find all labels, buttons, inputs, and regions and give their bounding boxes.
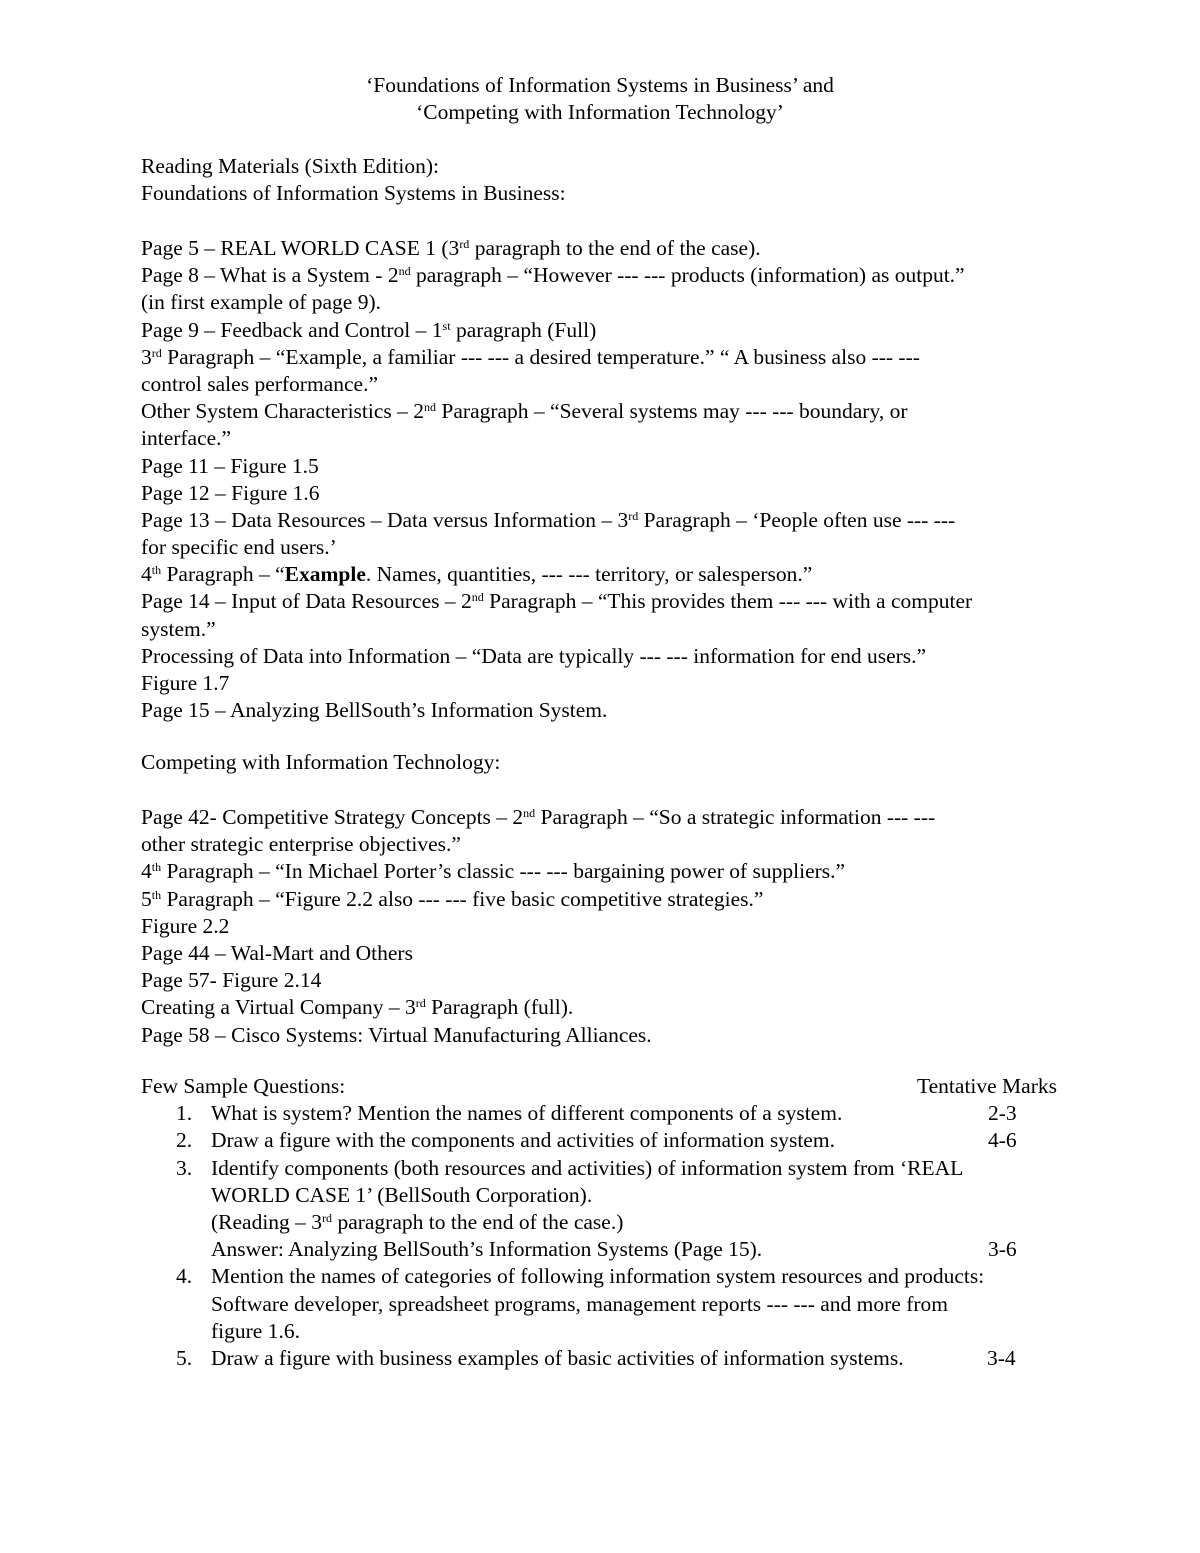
reading-subheading: Foundations of Information Systems in Business: [141,181,566,206]
reading-line: Page 11 – Figure 1.5 [141,453,319,478]
question-item [141,1345,1061,1372]
reading-line: 4th Paragraph – “In Michael Porter’s classic --- --- bargaining power of suppliers.” [141,859,846,884]
reading-line: Page 13 – Data Resources – Data versus Information – 3rd Paragraph – ‘People often use --- --- [141,507,956,532]
question-number: 5. [176,1345,193,1370]
reading-line: control sales performance.” [141,371,378,396]
reading-line: Page 57- Figure 2.14 [141,968,322,993]
reading-line: Page 44 – Wal-Mart and Others [141,940,413,965]
reading-heading: Reading Materials (Sixth Edition): [141,154,439,178]
question-mark: 3-4 [987,1345,1016,1370]
title-line-2: ‘Competing with Information Technology’ [416,100,784,125]
foundations-reading-list [141,235,1061,724]
reading-line: for specific end users.’ [141,535,337,560]
question-item [141,1155,1061,1182]
question-mark: 2-3 [988,1101,1017,1126]
reading-line: 4th Paragraph – “Example. Names, quantities, --- --- territory, or salesperson.” [141,562,813,587]
question-text: Draw a figure with the components and activities of information system. [211,1128,835,1153]
questions-header [141,1073,1057,1100]
reading-line: Page 14 – Input of Data Resources – 2nd Paragraph – “This provides them --- --- with a computer [141,589,973,614]
question-continuation: Answer: Analyzing BellSouth’s Information Systems (Page 15). 3-6 [141,1236,1061,1263]
question-number: 4. [176,1264,193,1289]
reading-line: system.” [141,616,216,641]
competing-heading: Competing with Information Technology: [141,750,501,774]
reading-line: Page 9 – Feedback and Control – 1st paragraph (Full) [141,317,597,342]
reading-line: Page 58 – Cisco Systems: Virtual Manufacturing Alliances. [141,1022,652,1047]
reading-line: Other System Characteristics – 2nd Paragraph – “Several systems may --- --- boundary, or [141,399,908,424]
question-continuation: (Reading – 3rd paragraph to the end of the case.) [211,1209,624,1234]
reading-line: 5th Paragraph – “Figure 2.2 also --- --- five basic competitive strategies.” [141,886,764,911]
reading-line: interface.” [141,426,232,451]
reading-line: Creating a Virtual Company – 3rd Paragraph (full). [141,995,574,1020]
reading-line: other strategic enterprise objectives.” [141,832,461,857]
reading-line: Figure 2.2 [141,913,230,938]
reading-section [141,153,1061,207]
question-item [141,1100,1061,1127]
question-continuation: figure 1.6. [211,1318,300,1343]
question-text: What is system? Mention the names of different components of a system. [211,1101,843,1126]
question-item [141,1127,1061,1154]
question-text: Draw a figure with business examples of basic activities of information systems. [211,1345,904,1370]
title-line-1: ‘Foundations of Information Systems in Business’ and [366,73,834,97]
reading-line: Figure 1.7 [141,671,230,695]
question-mark: 3-6 [988,1237,1017,1262]
reading-line: Page 12 – Figure 1.6 [141,480,320,505]
competing-heading-block [141,749,1061,776]
question-text: Identify components (both resources and activities) of information system from ‘REAL [211,1155,964,1180]
reading-line: 3rd Paragraph – “Example, a familiar --- --- a desired temperature.” “ A business also --- --- [141,344,920,369]
marks-heading: Tentative Marks [917,1074,1057,1098]
question-number: 2. [176,1128,193,1153]
questions-heading: Few Sample Questions: [141,1074,346,1098]
question-item [141,1263,1061,1290]
reading-line: Page 5 – REAL WORLD CASE 1 (3rd paragraph to the end of the case). [141,236,761,260]
reading-line: (in first example of page 9). [141,290,381,315]
reading-line: Page 42- Competitive Strategy Concepts – 2nd Paragraph – “So a strategic information --- --- [141,805,936,829]
reading-line: Page 8 – What is a System - 2nd paragraph – “However --- --- products (information) as output.” [141,263,965,288]
sample-questions [141,1073,1061,1372]
question-number: 1. [176,1101,193,1126]
question-continuation: Software developer, spreadsheet programs, management reports --- --- and more from [211,1291,949,1316]
question-continuation: WORLD CASE 1’ (BellSouth Corporation). [211,1182,593,1207]
question-mark: 4-6 [988,1128,1017,1153]
competing-reading-list [141,804,1061,1049]
question-number: 3. [176,1155,193,1180]
question-text: Mention the names of categories of following information system resources and products: [211,1264,985,1289]
reading-line: Processing of Data into Information – “Data are typically --- --- information for end users.” [141,643,927,668]
reading-line: Page 15 – Analyzing BellSouth’s Information System. [141,698,608,723]
document-title [0,72,1200,126]
